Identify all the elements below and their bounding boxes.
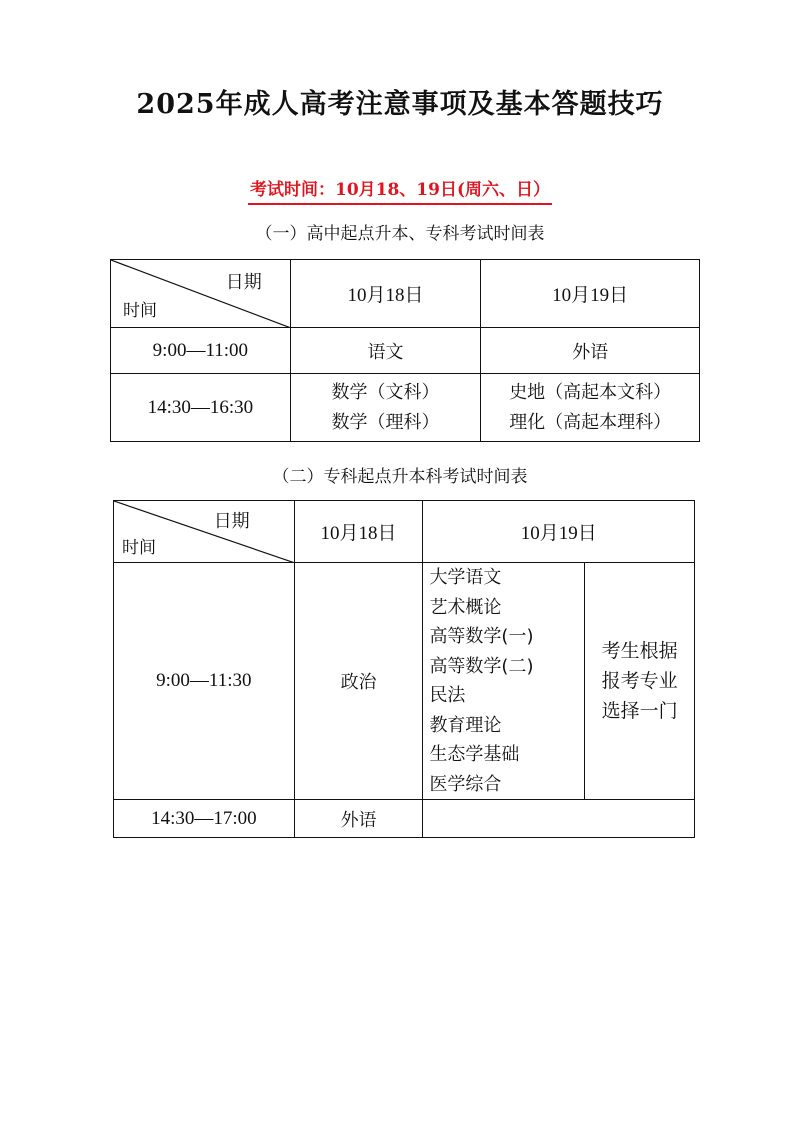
selection-note	[585, 563, 695, 800]
header-day2: 10月19日	[423, 501, 695, 563]
list-item: 民法	[429, 685, 466, 706]
list-item: 艺术概论	[429, 596, 502, 618]
table-row	[114, 800, 695, 838]
list-item: 大学语文	[429, 567, 502, 588]
cell-subject: 外语	[294, 800, 423, 838]
header-day2: 10月19日	[481, 260, 700, 328]
cell-empty	[423, 800, 695, 838]
list-item: 教育理论	[429, 714, 502, 736]
cell-subject: 语文	[290, 328, 481, 374]
exam-time-text: 考试时间：10月18、19日(周六、日）	[248, 180, 552, 205]
list-item: 医学综合	[429, 773, 502, 795]
subject-list	[423, 563, 585, 800]
subject-line: 数学（文科）	[331, 381, 440, 403]
schedule-table-2	[113, 500, 695, 838]
note-line: 选择一门	[601, 700, 678, 722]
header-time-label: 时间	[123, 301, 157, 321]
subject-line: 数学（理科）	[331, 411, 440, 433]
diagonal-header-cell	[111, 260, 291, 328]
schedule-table-1	[110, 259, 700, 442]
table-header-row	[114, 501, 695, 563]
list-item: 生态学基础	[429, 744, 520, 765]
row-time: 9:00—11:30	[114, 563, 295, 800]
cell-subjects	[290, 374, 481, 442]
page-title: 2025年成人高考注意事项及基本答题技巧	[136, 89, 664, 120]
header-day1: 10月18日	[294, 501, 423, 563]
subject-line: 史地（高起本文科）	[509, 381, 672, 403]
subject-line: 理化（高起本理科）	[509, 411, 672, 433]
header-date-label: 日期	[225, 272, 262, 293]
cell-subject: 外语	[481, 328, 700, 374]
table2-caption: （二）专科起点升本科考试时间表	[272, 467, 528, 487]
header-time-label: 时间	[122, 538, 156, 558]
cell-subjects	[481, 374, 700, 442]
list-item: 高等数学(一)	[429, 626, 534, 647]
row-time: 9:00—11:00	[111, 328, 291, 374]
table-row	[111, 328, 700, 374]
table1-caption: （一）高中起点升本、专科考试时间表	[255, 224, 545, 244]
note-line: 考生根据	[601, 640, 678, 662]
header-date-label: 日期	[213, 511, 250, 532]
row-time: 14:30—17:00	[114, 800, 295, 838]
list-item: 高等数学(二)	[429, 655, 534, 677]
header-day1: 10月18日	[290, 260, 481, 328]
diagonal-header-cell	[114, 501, 295, 563]
table-row	[111, 374, 700, 442]
cell-subject: 政治	[294, 563, 423, 800]
exam-time-line	[0, 175, 800, 200]
row-time: 14:30—16:30	[111, 374, 291, 442]
table-row	[114, 563, 695, 800]
table-header-row	[111, 260, 700, 328]
note-line: 报考专业	[601, 670, 678, 692]
